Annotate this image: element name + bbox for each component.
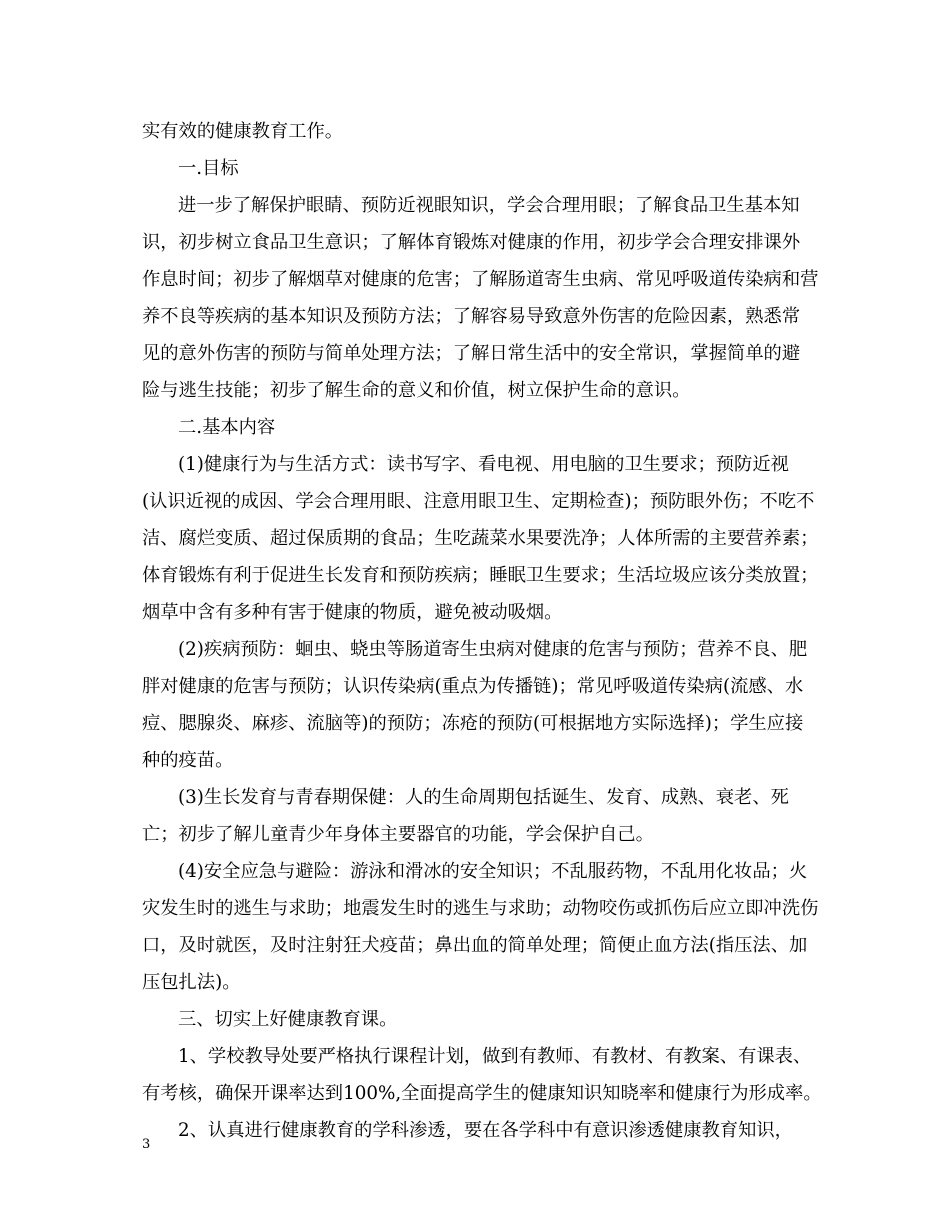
text-line: 种的疫苗。 (142, 750, 234, 771)
text-line: (2)疾病预防：蛔虫、蛲虫等肠道寄生虫病对健康的危害与预防；营养不良、肥 (178, 639, 808, 660)
section-heading-goals: 一.目标 (178, 158, 239, 179)
text-line: 灾发生时的逃生与求助；地震发生时的逃生与求助；动物咬伤或抓伤后应立即冲洗伤 (142, 898, 819, 919)
text-line: 实有效的健康教育工作。 (142, 121, 344, 142)
text-line: (认识近视的成因、学会合理用眼、注意用眼卫生、定期检查)；预防眼外伤；不吃不 (142, 491, 815, 512)
text-line: 压包扎法)。 (142, 972, 241, 993)
text-line: 亡；初步了解儿童青少年身体主要器官的功能，学会保护自己。 (142, 824, 654, 845)
text-line: 养不良等疾病的基本知识及预防方法；了解容易导致意外伤害的危险因素，熟悉常 (142, 306, 801, 327)
text-line: 见的意外伤害的预防与简单处理方法；了解日常生活中的安全常识，掌握简单的避 (142, 343, 801, 364)
text-line: 险与逃生技能；初步了解生命的意义和价值，树立保护生命的意识。 (142, 380, 691, 401)
section-heading-health-class: 三、切实上好健康教育课。 (178, 1009, 398, 1030)
text-line: 识，初步树立食品卫生意识；了解体育锻炼对健康的作用，初步学会合理安排课外 (142, 232, 801, 253)
text-line: 体育锻炼有利于促进生长发育和预防疾病；睡眠卫生要求；生活垃圾应该分类放置； (142, 565, 819, 586)
text-line: (3)生长发育与青春期保健：人的生命周期包括诞生、发育、成熟、衰老、死 (178, 787, 789, 808)
text-line: 胖对健康的危害与预防；认识传染病(重点为传播链)；常见呼吸道传染病(流感、水 (142, 676, 804, 697)
text-line: 痘、腮腺炎、麻疹、流脑等)的预防；冻疮的预防(可根据地方实际选择)；学生应接 (142, 713, 804, 734)
text-line: 1、学校教导处要严格执行课程计划，做到有教师、有教材、有教案、有课表、 (178, 1046, 812, 1067)
text-line: 口，及时就医，及时注射狂犬疫苗；鼻出血的简单处理；简便止血方法(指压法、加 (142, 935, 808, 956)
text-line: 作息时间；初步了解烟草对健康的危害；了解肠道寄生虫病、常见呼吸道传染病和营 (142, 269, 819, 290)
text-line: 洁、腐烂变质、超过保质期的食品；生吃蔬菜水果要洗净；人体所需的主要营养素； (142, 528, 819, 549)
text-line: 进一步了解保护眼睛、预防近视眼知识，学会合理用眼；了解食品卫生基本知 (178, 195, 800, 216)
text-line: 有考核，确保开课率达到100%,全面提高学生的健康知识知晓率和健康行为形成率。 (142, 1083, 822, 1104)
section-heading-basic-content: 二.基本内容 (178, 417, 276, 438)
page-number: 3 (142, 1137, 151, 1152)
text-line: (4)安全应急与避险：游泳和滑冰的安全知识；不乱服药物，不乱用化妆品；火 (178, 861, 808, 882)
text-line: 烟草中含有多种有害于健康的物质，避免被动吸烟。 (142, 602, 563, 623)
document-body (142, 113, 824, 1149)
text-line: (1)健康行为与生活方式：读书写字、看电视、用电脑的卫生要求；预防近视 (178, 454, 789, 475)
text-line: 2、认真进行健康教育的学科渗透，要在各学科中有意识渗透健康教育知识， (178, 1120, 793, 1141)
